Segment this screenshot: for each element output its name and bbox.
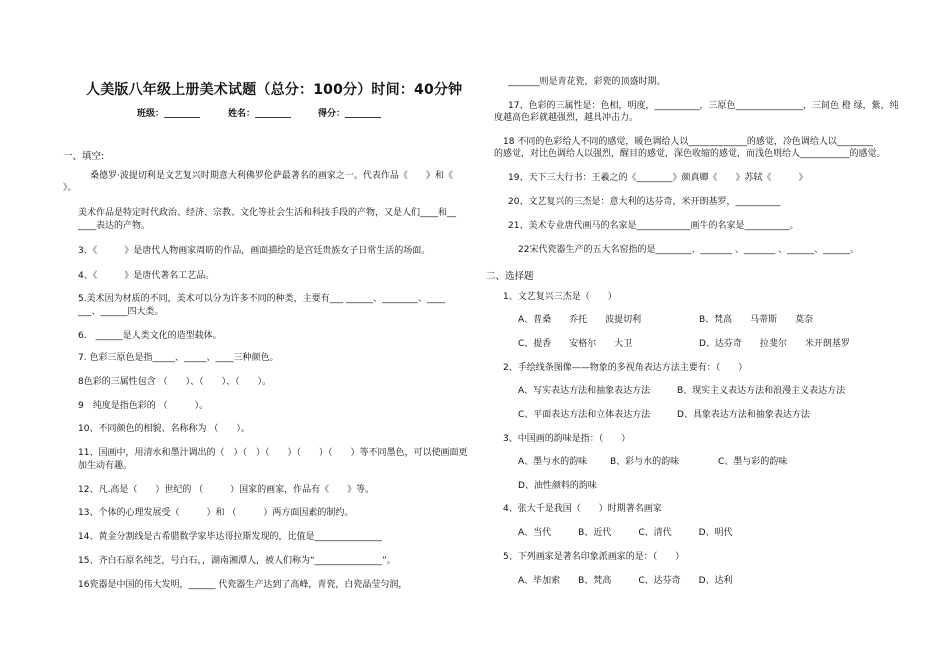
question-6: 6. ______是人类文化的造型载体。 [78, 331, 222, 341]
question-10: 10、不同颜色的相貌、名称称为 （ ）。 [78, 424, 250, 434]
question-20: 20、文艺复兴的三杰是：意大利的达芬奇，米开朗基罗，__________ [508, 197, 781, 207]
section-multiple-choice: 二、选择题 [486, 271, 534, 282]
question-17-line-2: 度越高色彩就越强烈，越具冲击力。 [494, 113, 639, 123]
choice-3-option-a: A、墨与水的韵味 [518, 457, 588, 467]
question-8: 8色彩的三属性包含 （ ）、（ ）、（ ）。 [78, 377, 272, 387]
choice-1-option-d: D、达芬奇 拉斐尔 米开朗基罗 [699, 339, 850, 349]
section-fill-in: 一、填空: [63, 151, 105, 162]
question-4: 4、《 》是唐代著名工艺品。 [78, 271, 215, 281]
choice-3-option-b: B、彩与水的韵味 [610, 457, 680, 467]
choice-3-option-c: C、墨与彩的韵味 [718, 457, 788, 467]
choice-question-3: 3、中国画的韵味是指：（ ） [503, 434, 631, 444]
choice-1-option-a: A、普桑 乔托 波提切利 [518, 315, 642, 325]
choice-2-option-d: D、具象表达方法和抽象表达方法 [677, 410, 810, 420]
question-1-line-2: 》。 [63, 183, 77, 193]
question-14: 14、黄金分割线是古希腊数学家毕达哥拉斯发现的，比值是_______________ [78, 532, 382, 542]
choice-1-option-b: B、梵高 马蒂斯 莫奈 [699, 315, 814, 325]
question-18-line-2: 的感觉，对比色调给人以强烈，醒目的感觉，深色收缩的感觉，而浅色则给人___________的感觉。 [494, 149, 886, 159]
choice-5-options: A、毕加索 B、梵高 C、达芬奇 D、达利 [518, 576, 733, 586]
choice-question-1: 1、文艺复兴三杰是（ ） [503, 292, 617, 302]
choice-2-option-c: C、平面表达方法和立体表达方法 [518, 410, 651, 420]
question-2-line-1: 美术作品是特定时代政治、经济、宗教、文化等社会生活和科技手段的产物，又是人们____和__ [78, 208, 457, 218]
score-field: 得分：________ [318, 109, 382, 119]
question-19: 19、天下三大行书：王羲之的《________》颜真卿《 》苏轼《 》 [508, 173, 808, 183]
question-11-line-2: 加生动有趣。 [78, 461, 133, 471]
question-1-line-1: 桑德罗·波提切利是文艺复兴时期意大利佛罗伦萨最著名的画家之一。代表作品《 》和《 [90, 171, 453, 181]
question-2-line-2: ____表达的产物。 [78, 221, 151, 231]
question-13: 13、个体的心理发展受（ ）和 （ ）两方面因素的制约。 [78, 508, 354, 518]
question-7: 7. 色彩三原色是指_____、_____、____三种颜色。 [78, 353, 279, 363]
question-3: 3、《 》是唐代人物画家周昉的作品，画面描绘的是宫廷贵族女子日常生活的场面。 [78, 246, 431, 256]
choice-question-5: 5、下列画家是著名印象派画家的是：（ ） [503, 552, 685, 562]
question-9: 9 纯度是指色彩的 （ ）。 [78, 401, 209, 411]
class-field: 班级：________ [137, 109, 201, 119]
choice-3-option-d: D、油性颜料的韵味 [518, 481, 597, 491]
choice-question-2: 2、手绘线条图像——物象的多视角表达方法主要有：（ ） [503, 363, 748, 373]
question-16-line-1: 16瓷器是中国的伟大发明，______ 代瓷器生产达到了高峰，青瓷，白瓷晶莹匀润， [78, 580, 408, 590]
question-11-line-1: 11、国画中，用清水和墨汁调出的（ ）（ ）（ ）（ ）（ ）等不同墨色，可以使画面更 [78, 448, 468, 458]
question-5-line-2: ___、______四大类。 [78, 307, 164, 317]
exam-title: 人美版八年级上册美术试题（总分：100分）时间：40分钟 [86, 82, 463, 98]
question-16-line-2: _______则是青花瓷，彩瓷的顶盛时期。 [508, 77, 666, 87]
choice-2-option-b: B、现实主义表达方法和浪漫主义表达方法 [677, 386, 846, 396]
choice-1-option-c: C、提香 安格尔 大卫 [518, 339, 633, 349]
question-5-line-1: 5.美术因为材质的不同，美术可以分为许多不同的种类，主要有___ ______、________、____ [78, 294, 445, 304]
question-18-line-1: 18 不同的色彩给人不同的感觉，暖色调给人以_____________的感觉，冷色调给人以________ [503, 137, 873, 147]
choice-2-option-a: A、写实表达方法和抽象表达方法 [518, 386, 651, 396]
choice-4-options: A、当代 B、近代 C、清代 D、明代 [518, 528, 733, 538]
name-field: 姓名：________ [228, 109, 292, 119]
question-17-line-1: 17、色彩的三属性是：色相，明度，__________，三原色_______________，三间色 橙 绿，紫，纯 [508, 101, 899, 111]
question-22: 22宋代瓷器生产的五大名窑指的是________、_______ 、_______ 、______、______。 [518, 245, 860, 255]
question-21: 21、美术专业唐代画马的名家是____________画牛的名家是__________。 [508, 221, 799, 231]
question-15: 15、齐白石原名纯芝，号白石，，湖南湘潭人，被人们称为“_______________”。 [78, 556, 396, 566]
question-12: 12、凡.高是（ ）世纪的 （ ）国家的画家，作品有《 》等。 [78, 485, 375, 495]
choice-question-4: 4、张大千是我国（ ）时期著名画家 [503, 504, 662, 514]
